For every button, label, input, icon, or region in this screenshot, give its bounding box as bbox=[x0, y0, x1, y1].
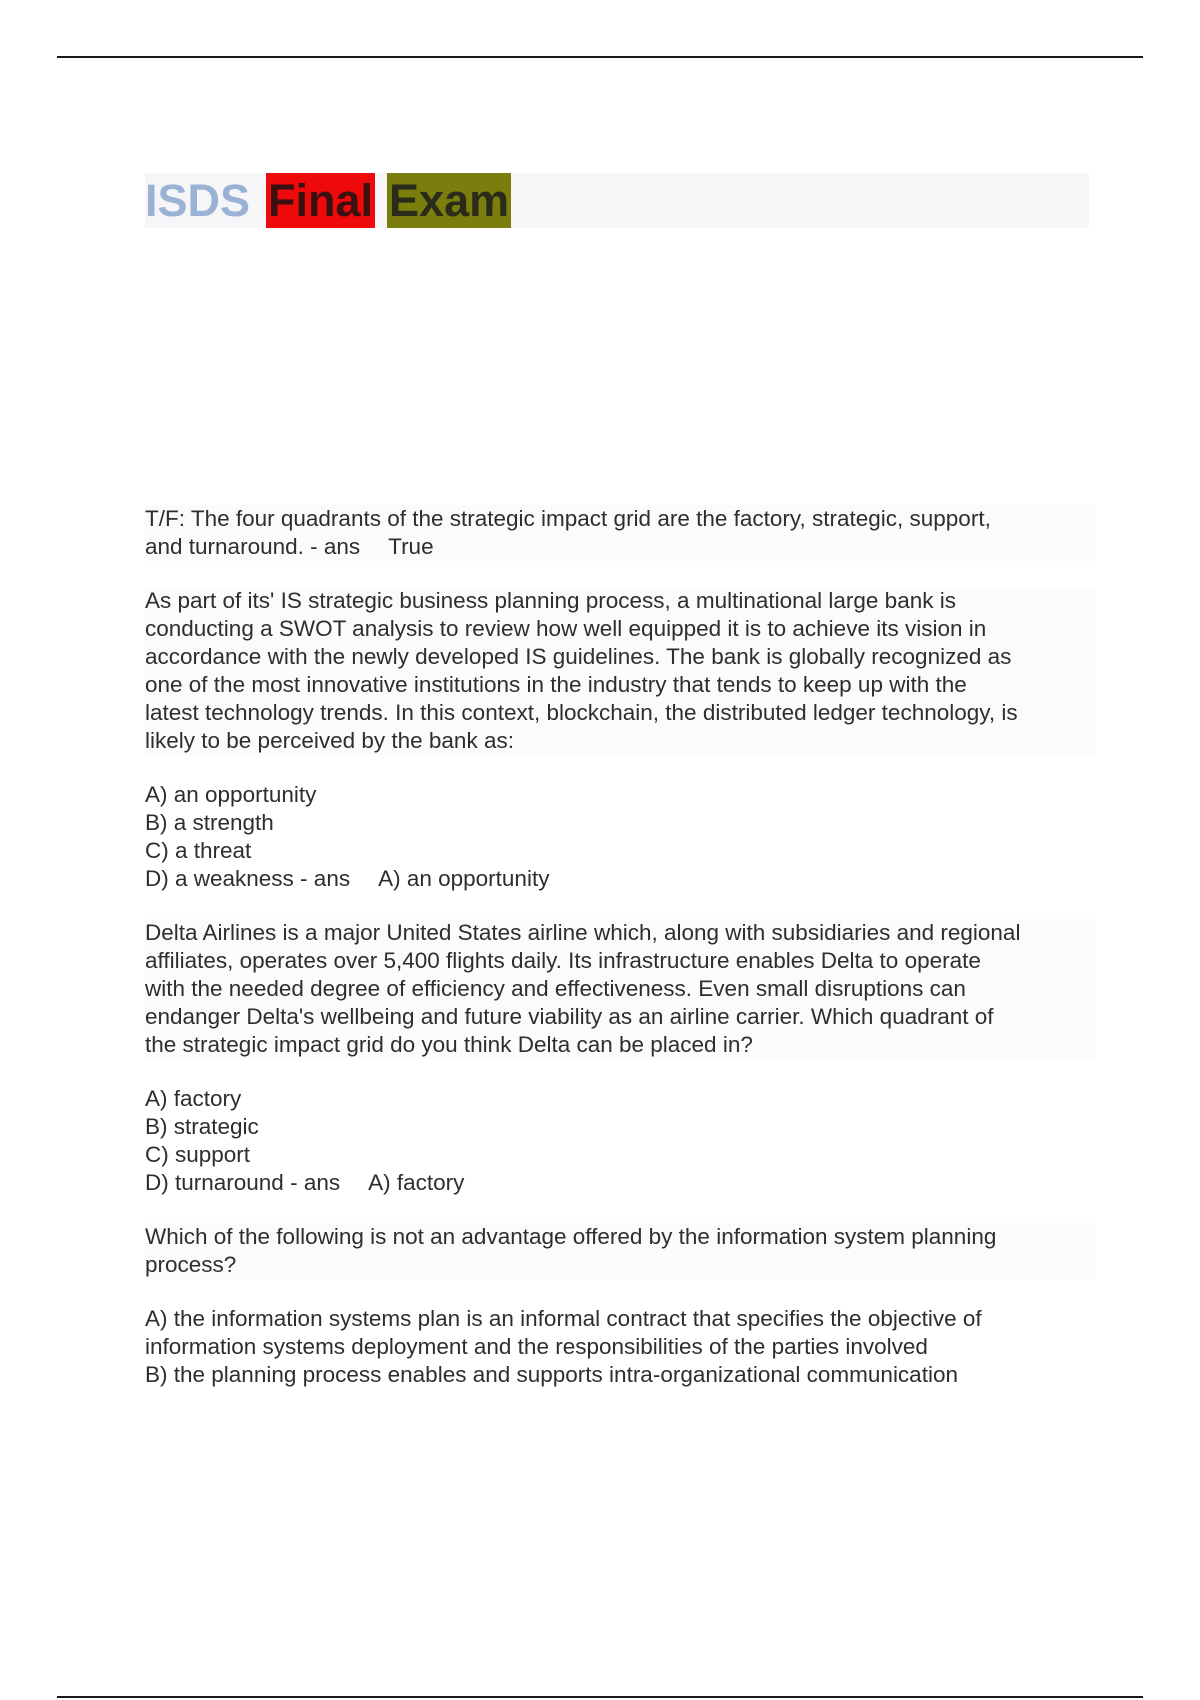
option-item: A) factory bbox=[145, 1086, 242, 1111]
question-line: As part of its' IS strategic business planning process, a multinational large bank is bbox=[145, 588, 956, 613]
title-word-isds: ISDS bbox=[145, 175, 251, 226]
title-word-final: Final bbox=[268, 175, 374, 226]
question-line: process? bbox=[145, 1252, 237, 1277]
question-4 bbox=[145, 1223, 1095, 1279]
question-line: likely to be perceived by the bank as: bbox=[145, 728, 514, 753]
option-item-with-answer bbox=[145, 865, 1095, 893]
document-body bbox=[145, 505, 1095, 1415]
option-item: B) the planning process enables and supports intra-organizational communication bbox=[145, 1362, 958, 1387]
question-3 bbox=[145, 919, 1095, 1059]
question-line: T/F: The four quadrants of the strategic impact grid are the factory, strategic, support, bbox=[145, 506, 991, 531]
question-4-options bbox=[145, 1305, 1095, 1389]
option-item-with-answer bbox=[145, 1169, 1095, 1197]
question-line: the strategic impact grid do you think Delta can be placed in? bbox=[145, 1032, 753, 1057]
answer-text: A) factory bbox=[368, 1170, 465, 1195]
option-item: C) a threat bbox=[145, 838, 252, 863]
bottom-rule bbox=[57, 1696, 1143, 1698]
answer-text: True bbox=[388, 534, 434, 559]
option-item: A) the information systems plan is an informal contract that specifies the objective of bbox=[145, 1306, 982, 1331]
question-line: one of the most innovative institutions in the industry that tends to keep up with the bbox=[145, 672, 967, 697]
question-line: accordance with the newly developed IS guidelines. The bank is globally recognized as bbox=[145, 644, 1012, 669]
option-item: D) a weakness - ans bbox=[145, 866, 351, 891]
answer-text: A) an opportunity bbox=[378, 866, 550, 891]
question-3-options bbox=[145, 1085, 1095, 1197]
question-line: Which of the following is not an advantage offered by the information system planning bbox=[145, 1224, 997, 1249]
option-item: D) turnaround - ans bbox=[145, 1170, 341, 1195]
question-line: with the needed degree of efficiency and effectiveness. Even small disruptions can bbox=[145, 976, 966, 1001]
question-line: endanger Delta's wellbeing and future viability as an airline carrier. Which quadrant of bbox=[145, 1004, 994, 1029]
question-2 bbox=[145, 587, 1095, 755]
top-rule bbox=[57, 56, 1143, 58]
option-item: A) an opportunity bbox=[145, 782, 317, 807]
document-title bbox=[145, 173, 1089, 228]
question-2-options bbox=[145, 781, 1095, 893]
question-line: affiliates, operates over 5,400 flights daily. Its infrastructure enables Delta to operate bbox=[145, 948, 981, 973]
title-word-exam: Exam bbox=[389, 175, 510, 226]
question-line: conducting a SWOT analysis to review how well equipped it is to achieve its vision in bbox=[145, 616, 987, 641]
question-1 bbox=[145, 505, 1095, 561]
option-item: B) a strength bbox=[145, 810, 274, 835]
question-line: Delta Airlines is a major United States airline which, along with subsidiaries and regional bbox=[145, 920, 1021, 945]
option-item: C) support bbox=[145, 1142, 251, 1167]
option-item: information systems deployment and the responsibilities of the parties involved bbox=[145, 1334, 928, 1359]
question-line: latest technology trends. In this context, blockchain, the distributed ledger technology, is bbox=[145, 700, 1018, 725]
question-line-with-answer bbox=[145, 533, 1095, 561]
option-item: B) strategic bbox=[145, 1114, 259, 1139]
question-line: and turnaround. - ans bbox=[145, 534, 361, 559]
